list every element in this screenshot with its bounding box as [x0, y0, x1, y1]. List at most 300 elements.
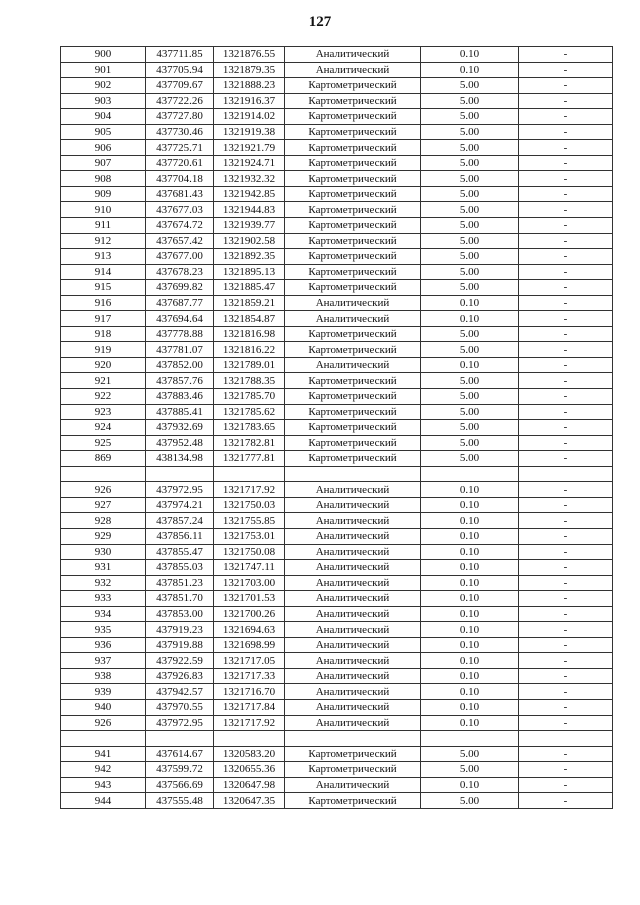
x-coordinate-cell: 437932.69	[146, 420, 214, 436]
table-row	[61, 264, 613, 280]
note-cell: -	[519, 451, 613, 467]
y-coordinate-cell: 1321717.84	[214, 699, 285, 715]
accuracy-cell: 5.00	[421, 264, 519, 280]
method-cell: Картометрический	[285, 109, 421, 125]
table-row	[61, 171, 613, 187]
y-coordinate-cell: 1321789.01	[214, 357, 285, 373]
point-number-cell: 927	[61, 497, 146, 513]
point-number-cell: 932	[61, 575, 146, 591]
accuracy-cell: 5.00	[421, 342, 519, 358]
y-coordinate-cell: 1321700.26	[214, 606, 285, 622]
method-cell: Картометрический	[285, 793, 421, 809]
note-cell: -	[519, 249, 613, 265]
accuracy-cell: 5.00	[421, 389, 519, 405]
method-cell: Аналитический	[285, 357, 421, 373]
note-cell: -	[519, 78, 613, 94]
table-row	[61, 497, 613, 513]
method-cell: Картометрический	[285, 202, 421, 218]
table-row	[61, 420, 613, 436]
y-coordinate-cell: 1321785.62	[214, 404, 285, 420]
note-cell: -	[519, 295, 613, 311]
method-cell: Аналитический	[285, 777, 421, 793]
y-coordinate-cell: 1320655.36	[214, 762, 285, 778]
accuracy-cell	[421, 466, 519, 482]
accuracy-cell: 5.00	[421, 202, 519, 218]
x-coordinate-cell	[146, 466, 214, 482]
method-cell: Аналитический	[285, 47, 421, 63]
note-cell: -	[519, 544, 613, 560]
point-number-cell: 918	[61, 326, 146, 342]
table-row	[61, 668, 613, 684]
table-row	[61, 78, 613, 94]
accuracy-cell: 5.00	[421, 186, 519, 202]
note-cell	[519, 731, 613, 747]
table-row	[61, 762, 613, 778]
note-cell: -	[519, 637, 613, 653]
note-cell: -	[519, 762, 613, 778]
table-row	[61, 295, 613, 311]
point-number-cell: 940	[61, 699, 146, 715]
point-number-cell: 905	[61, 124, 146, 140]
x-coordinate-cell: 437678.23	[146, 264, 214, 280]
table-row	[61, 404, 613, 420]
point-number-cell: 929	[61, 528, 146, 544]
point-number-cell: 933	[61, 591, 146, 607]
point-number-cell: 901	[61, 62, 146, 78]
note-cell: -	[519, 560, 613, 576]
y-coordinate-cell: 1321892.35	[214, 249, 285, 265]
accuracy-cell: 5.00	[421, 109, 519, 125]
note-cell: -	[519, 622, 613, 638]
accuracy-cell: 5.00	[421, 249, 519, 265]
point-number-cell: 909	[61, 186, 146, 202]
point-number-cell: 917	[61, 311, 146, 327]
y-coordinate-cell: 1321942.85	[214, 186, 285, 202]
point-number-cell: 942	[61, 762, 146, 778]
method-cell: Аналитический	[285, 653, 421, 669]
method-cell	[285, 731, 421, 747]
point-number-cell: 910	[61, 202, 146, 218]
accuracy-cell: 5.00	[421, 93, 519, 109]
accuracy-cell: 5.00	[421, 233, 519, 249]
accuracy-cell: 5.00	[421, 793, 519, 809]
note-cell: -	[519, 528, 613, 544]
y-coordinate-cell: 1321716.70	[214, 684, 285, 700]
accuracy-cell: 0.10	[421, 544, 519, 560]
y-coordinate-cell	[214, 466, 285, 482]
point-number-cell: 919	[61, 342, 146, 358]
accuracy-cell: 5.00	[421, 420, 519, 436]
accuracy-cell: 5.00	[421, 280, 519, 296]
table-row	[61, 233, 613, 249]
accuracy-cell: 5.00	[421, 746, 519, 762]
point-number-cell: 925	[61, 435, 146, 451]
y-coordinate-cell: 1321914.02	[214, 109, 285, 125]
coordinates-table	[60, 46, 613, 809]
note-cell: -	[519, 93, 613, 109]
y-coordinate-cell: 1321717.92	[214, 715, 285, 731]
point-number-cell: 928	[61, 513, 146, 529]
table-row	[61, 109, 613, 125]
table-row	[61, 715, 613, 731]
table-row	[61, 591, 613, 607]
point-number-cell: 912	[61, 233, 146, 249]
method-cell: Картометрический	[285, 420, 421, 436]
point-number-cell: 913	[61, 249, 146, 265]
table-row	[61, 622, 613, 638]
method-cell: Аналитический	[285, 591, 421, 607]
x-coordinate-cell: 437952.48	[146, 435, 214, 451]
y-coordinate-cell: 1321694.63	[214, 622, 285, 638]
method-cell: Аналитический	[285, 715, 421, 731]
note-cell: -	[519, 342, 613, 358]
note-cell: -	[519, 653, 613, 669]
y-coordinate-cell: 1321902.58	[214, 233, 285, 249]
y-coordinate-cell: 1321755.85	[214, 513, 285, 529]
accuracy-cell: 0.10	[421, 560, 519, 576]
method-cell: Аналитический	[285, 575, 421, 591]
table-row	[61, 684, 613, 700]
point-number-cell	[61, 466, 146, 482]
x-coordinate-cell: 438134.98	[146, 451, 214, 467]
accuracy-cell: 0.10	[421, 575, 519, 591]
accuracy-cell: 0.10	[421, 637, 519, 653]
point-number-cell: 920	[61, 357, 146, 373]
x-coordinate-cell: 437709.67	[146, 78, 214, 94]
y-coordinate-cell: 1321782.81	[214, 435, 285, 451]
note-cell: -	[519, 668, 613, 684]
note-cell: -	[519, 264, 613, 280]
method-cell: Картометрический	[285, 171, 421, 187]
method-cell: Аналитический	[285, 606, 421, 622]
y-coordinate-cell: 1321932.32	[214, 171, 285, 187]
x-coordinate-cell: 437853.00	[146, 606, 214, 622]
x-coordinate-cell: 437778.88	[146, 326, 214, 342]
point-number-cell: 906	[61, 140, 146, 156]
note-cell: -	[519, 389, 613, 405]
table-row	[61, 280, 613, 296]
accuracy-cell: 5.00	[421, 171, 519, 187]
x-coordinate-cell: 437885.41	[146, 404, 214, 420]
method-cell: Аналитический	[285, 699, 421, 715]
table-row	[61, 606, 613, 622]
note-cell: -	[519, 404, 613, 420]
y-coordinate-cell: 1321816.98	[214, 326, 285, 342]
note-cell: -	[519, 357, 613, 373]
point-number-cell: 922	[61, 389, 146, 405]
x-coordinate-cell: 437855.47	[146, 544, 214, 560]
method-cell: Картометрический	[285, 233, 421, 249]
point-number-cell: 937	[61, 653, 146, 669]
method-cell: Аналитический	[285, 62, 421, 78]
y-coordinate-cell: 1321876.55	[214, 47, 285, 63]
point-number-cell: 907	[61, 155, 146, 171]
accuracy-cell: 0.10	[421, 482, 519, 498]
y-coordinate-cell: 1321921.79	[214, 140, 285, 156]
x-coordinate-cell: 437926.83	[146, 668, 214, 684]
accuracy-cell: 0.10	[421, 295, 519, 311]
note-cell: -	[519, 715, 613, 731]
note-cell: -	[519, 155, 613, 171]
table-row	[61, 186, 613, 202]
x-coordinate-cell: 437922.59	[146, 653, 214, 669]
y-coordinate-cell: 1321747.11	[214, 560, 285, 576]
x-coordinate-cell: 437855.03	[146, 560, 214, 576]
method-cell: Аналитический	[285, 684, 421, 700]
method-cell: Картометрический	[285, 435, 421, 451]
method-cell: Аналитический	[285, 668, 421, 684]
y-coordinate-cell: 1320647.35	[214, 793, 285, 809]
method-cell: Аналитический	[285, 528, 421, 544]
method-cell: Картометрический	[285, 186, 421, 202]
y-coordinate-cell: 1321788.35	[214, 373, 285, 389]
table-row	[61, 653, 613, 669]
table-row	[61, 326, 613, 342]
note-cell: -	[519, 684, 613, 700]
point-number-cell: 939	[61, 684, 146, 700]
method-cell: Аналитический	[285, 544, 421, 560]
note-cell: -	[519, 62, 613, 78]
note-cell: -	[519, 109, 613, 125]
point-number-cell: 926	[61, 482, 146, 498]
method-cell: Картометрический	[285, 264, 421, 280]
x-coordinate-cell: 437856.11	[146, 528, 214, 544]
table-row	[61, 47, 613, 63]
y-coordinate-cell: 1321895.13	[214, 264, 285, 280]
point-number-cell: 934	[61, 606, 146, 622]
table-row	[61, 357, 613, 373]
x-coordinate-cell: 437852.00	[146, 357, 214, 373]
point-number-cell: 915	[61, 280, 146, 296]
x-coordinate-cell: 437851.23	[146, 575, 214, 591]
x-coordinate-cell: 437725.71	[146, 140, 214, 156]
y-coordinate-cell: 1321879.35	[214, 62, 285, 78]
method-cell: Картометрический	[285, 762, 421, 778]
note-cell: -	[519, 482, 613, 498]
table-row	[61, 575, 613, 591]
accuracy-cell: 0.10	[421, 497, 519, 513]
method-cell: Аналитический	[285, 513, 421, 529]
accuracy-cell: 0.10	[421, 653, 519, 669]
note-cell: -	[519, 140, 613, 156]
method-cell: Картометрический	[285, 124, 421, 140]
method-cell: Картометрический	[285, 746, 421, 762]
x-coordinate-cell: 437555.48	[146, 793, 214, 809]
x-coordinate-cell: 437699.82	[146, 280, 214, 296]
x-coordinate-cell: 437974.21	[146, 497, 214, 513]
accuracy-cell: 0.10	[421, 62, 519, 78]
table-row	[61, 93, 613, 109]
accuracy-cell: 0.10	[421, 622, 519, 638]
table-row	[61, 637, 613, 653]
y-coordinate-cell: 1321944.83	[214, 202, 285, 218]
x-coordinate-cell: 437674.72	[146, 218, 214, 234]
accuracy-cell: 5.00	[421, 373, 519, 389]
table-row	[61, 342, 613, 358]
note-cell: -	[519, 311, 613, 327]
method-cell: Аналитический	[285, 622, 421, 638]
x-coordinate-cell	[146, 731, 214, 747]
table-row	[61, 373, 613, 389]
y-coordinate-cell: 1321888.23	[214, 78, 285, 94]
table-row	[61, 699, 613, 715]
y-coordinate-cell: 1321859.21	[214, 295, 285, 311]
accuracy-cell: 0.10	[421, 591, 519, 607]
method-cell: Картометрический	[285, 218, 421, 234]
x-coordinate-cell: 437883.46	[146, 389, 214, 405]
note-cell: -	[519, 575, 613, 591]
x-coordinate-cell: 437694.64	[146, 311, 214, 327]
point-number-cell: 923	[61, 404, 146, 420]
point-number-cell: 938	[61, 668, 146, 684]
note-cell: -	[519, 233, 613, 249]
accuracy-cell	[421, 731, 519, 747]
point-number-cell: 936	[61, 637, 146, 653]
x-coordinate-cell: 437677.00	[146, 249, 214, 265]
method-cell: Картометрический	[285, 342, 421, 358]
accuracy-cell: 5.00	[421, 78, 519, 94]
point-number-cell: 908	[61, 171, 146, 187]
x-coordinate-cell: 437972.95	[146, 482, 214, 498]
coordinates-table-body	[61, 47, 613, 809]
y-coordinate-cell: 1321701.53	[214, 591, 285, 607]
note-cell: -	[519, 202, 613, 218]
point-number-cell: 869	[61, 451, 146, 467]
table-row	[61, 249, 613, 265]
point-number-cell: 911	[61, 218, 146, 234]
accuracy-cell: 0.10	[421, 668, 519, 684]
note-cell: -	[519, 171, 613, 187]
point-number-cell: 941	[61, 746, 146, 762]
note-cell: -	[519, 326, 613, 342]
method-cell: Картометрический	[285, 140, 421, 156]
x-coordinate-cell: 437781.07	[146, 342, 214, 358]
y-coordinate-cell: 1321783.65	[214, 420, 285, 436]
point-number-cell: 943	[61, 777, 146, 793]
accuracy-cell: 5.00	[421, 124, 519, 140]
x-coordinate-cell: 437657.42	[146, 233, 214, 249]
method-cell: Аналитический	[285, 637, 421, 653]
table-row	[61, 560, 613, 576]
point-number-cell: 930	[61, 544, 146, 560]
y-coordinate-cell: 1320647.98	[214, 777, 285, 793]
y-coordinate-cell: 1321939.77	[214, 218, 285, 234]
table-row	[61, 513, 613, 529]
note-cell: -	[519, 124, 613, 140]
method-cell: Картометрический	[285, 389, 421, 405]
y-coordinate-cell: 1321924.71	[214, 155, 285, 171]
y-coordinate-cell: 1321717.05	[214, 653, 285, 669]
page-number: 127	[308, 14, 332, 30]
method-cell: Аналитический	[285, 560, 421, 576]
point-number-cell: 921	[61, 373, 146, 389]
method-cell: Аналитический	[285, 311, 421, 327]
point-number-cell	[61, 731, 146, 747]
method-cell: Аналитический	[285, 497, 421, 513]
table-row	[61, 746, 613, 762]
note-cell: -	[519, 47, 613, 63]
point-number-cell: 902	[61, 78, 146, 94]
note-cell: -	[519, 699, 613, 715]
method-cell: Картометрический	[285, 451, 421, 467]
table-row	[61, 218, 613, 234]
x-coordinate-cell: 437942.57	[146, 684, 214, 700]
note-cell: -	[519, 373, 613, 389]
accuracy-cell: 0.10	[421, 715, 519, 731]
accuracy-cell: 5.00	[421, 404, 519, 420]
y-coordinate-cell: 1321717.33	[214, 668, 285, 684]
x-coordinate-cell: 437857.24	[146, 513, 214, 529]
y-coordinate-cell: 1321777.81	[214, 451, 285, 467]
x-coordinate-cell: 437851.70	[146, 591, 214, 607]
x-coordinate-cell: 437727.80	[146, 109, 214, 125]
method-cell: Картометрический	[285, 249, 421, 265]
y-coordinate-cell: 1321750.03	[214, 497, 285, 513]
point-number-cell: 904	[61, 109, 146, 125]
table-row	[61, 482, 613, 498]
note-cell: -	[519, 606, 613, 622]
method-cell: Картометрический	[285, 78, 421, 94]
y-coordinate-cell: 1321919.38	[214, 124, 285, 140]
accuracy-cell: 0.10	[421, 606, 519, 622]
table-row	[61, 451, 613, 467]
method-cell: Картометрический	[285, 373, 421, 389]
note-cell: -	[519, 777, 613, 793]
x-coordinate-cell: 437919.23	[146, 622, 214, 638]
y-coordinate-cell: 1321854.87	[214, 311, 285, 327]
method-cell	[285, 466, 421, 482]
note-cell: -	[519, 280, 613, 296]
method-cell: Аналитический	[285, 295, 421, 311]
x-coordinate-cell: 437730.46	[146, 124, 214, 140]
table-row	[61, 155, 613, 171]
point-number-cell: 931	[61, 560, 146, 576]
note-cell: -	[519, 186, 613, 202]
note-cell	[519, 466, 613, 482]
x-coordinate-cell: 437970.55	[146, 699, 214, 715]
accuracy-cell: 5.00	[421, 451, 519, 467]
table-row	[61, 793, 613, 809]
point-number-cell: 926	[61, 715, 146, 731]
table-row-gap	[61, 731, 613, 747]
x-coordinate-cell: 437599.72	[146, 762, 214, 778]
accuracy-cell: 5.00	[421, 155, 519, 171]
x-coordinate-cell: 437681.43	[146, 186, 214, 202]
x-coordinate-cell: 437720.61	[146, 155, 214, 171]
accuracy-cell: 0.10	[421, 357, 519, 373]
y-coordinate-cell: 1321698.99	[214, 637, 285, 653]
accuracy-cell: 0.10	[421, 684, 519, 700]
x-coordinate-cell: 437687.77	[146, 295, 214, 311]
x-coordinate-cell: 437857.76	[146, 373, 214, 389]
x-coordinate-cell: 437722.26	[146, 93, 214, 109]
y-coordinate-cell: 1321785.70	[214, 389, 285, 405]
accuracy-cell: 5.00	[421, 140, 519, 156]
table-row	[61, 528, 613, 544]
table-row	[61, 777, 613, 793]
accuracy-cell: 0.10	[421, 311, 519, 327]
y-coordinate-cell	[214, 731, 285, 747]
note-cell: -	[519, 218, 613, 234]
method-cell: Картометрический	[285, 326, 421, 342]
x-coordinate-cell: 437705.94	[146, 62, 214, 78]
accuracy-cell: 5.00	[421, 762, 519, 778]
table-row	[61, 389, 613, 405]
y-coordinate-cell: 1321717.92	[214, 482, 285, 498]
table-row-gap	[61, 466, 613, 482]
x-coordinate-cell: 437711.85	[146, 47, 214, 63]
y-coordinate-cell: 1321703.00	[214, 575, 285, 591]
